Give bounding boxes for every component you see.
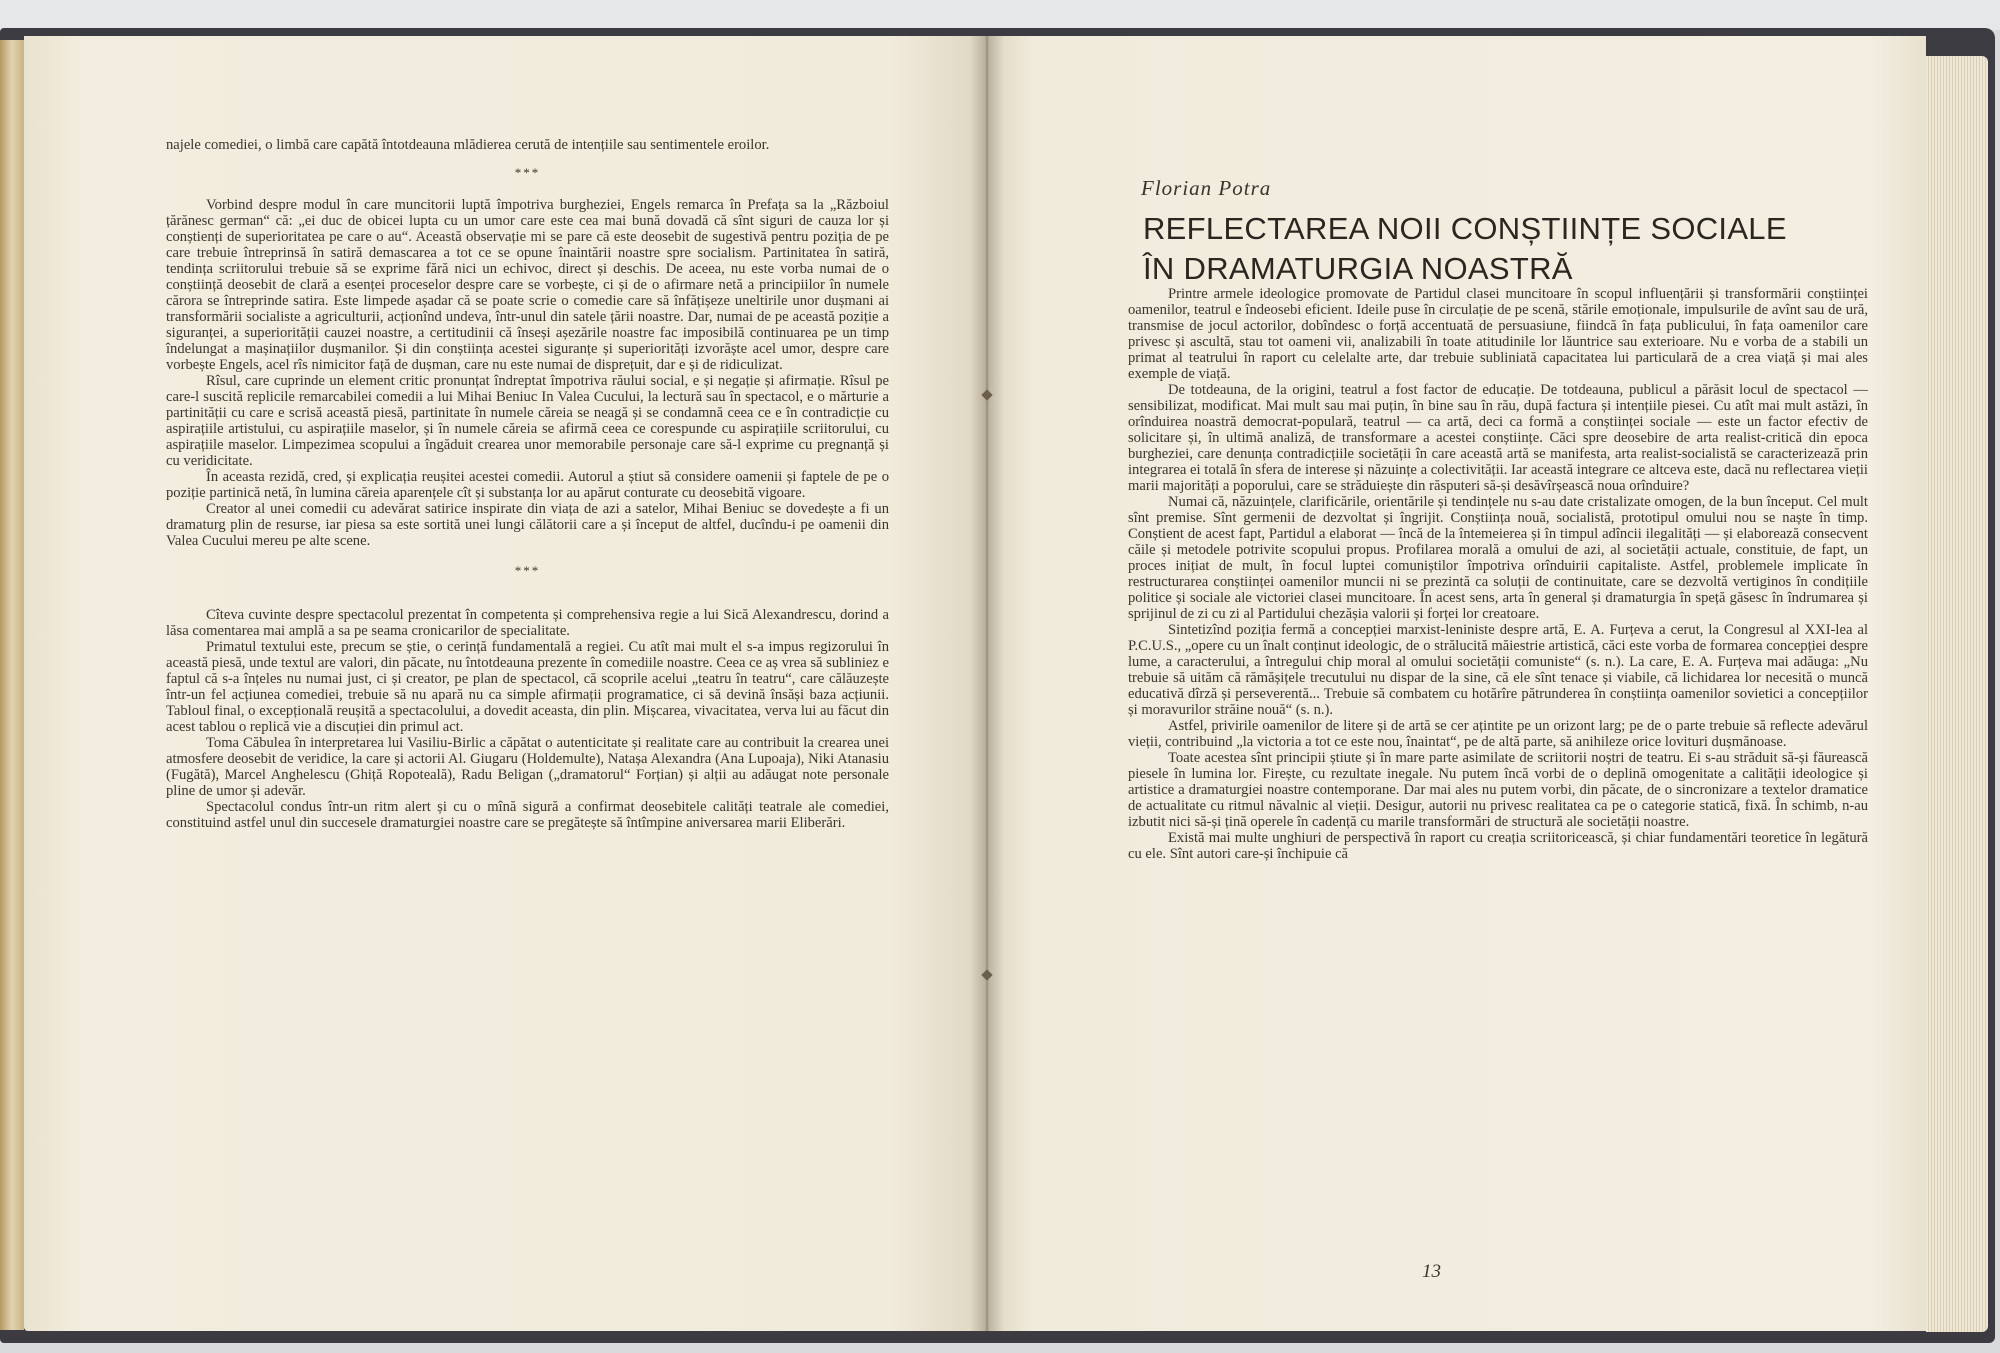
article-title (1143, 209, 1863, 289)
paragraph: Vorbind despre modul în care muncitorii luptă împotriva burgheziei, Engels remarca în Prefața sa la „Războiul țărănesc german“ că: „ei duc de obicei lupta cu un umor care este cea mai bună dovadă că sînt siguri de cauza lor și conștienți de superioritatea pe care o au“. Această observație mi se pare că este deosebit de sugestivă pentru poziția de pe care trebuie întreprinsă în satiră demascarea a tot ce se opune înaintării noastre spre socialism. Partinitatea în satiră, tendința scriitorului trebuie să se exprime fără nici un echivoc, direct și deschis. De aceea, nu este vorba numai de o conștiință deosebit de clară a esenței proceselor despre care se vorbește, ci și de o afirmare netă a principiilor în numele cărora se întreprinde satira. Este limpede așadar că se poate scrie o comedie care să înfățișeze uneltirile unor dușmani ai transformării socialiste a agriculturii, acționînd undeva, într-unul din satele țării noastre. Dar, numai de pe această poziție a siguranței, a superiorității cauzei noastre, a certitudinii că înseși așezările noastre fac imposibilă continuarea pe un timp îndelungat a mașinațiilor dușmanilor. Și din conștiința acestei siguranțe și superiorități izvorăște acel umor, despre care vorbește Engels, acel rîs nimicitor față de dușman, care nu este numai de disprețuit, dar e și de ridiculizat. (166, 197, 889, 373)
paragraph: În aceasta rezidă, cred, și explicația reușitei acestei comedii. Autorul a știut să considere oamenii și faptele de pe o poziție partinică netă, în lumina căreia aparențele cît și substanța lor au apărut conturate cu deosebită vigoare. (166, 469, 889, 501)
paragraph: najele comediei, o limbă care capătă întotdeauna mlădierea cerută de intențiile sau sentimentele eroilor. (166, 137, 770, 153)
paragraph: Toate acestea sînt principii știute și în mare parte asimilate de scriitorii noștri de teatru. Ei s-au străduit să-și făurească piesele în lumina lor. Firește, cu rezultate inegale. Nu putem încă vorbi de o deplină omogenitate a calității ideologice și artistice a dramaturgiei noastre contemporane. Dar mai ales nu putem vorbi, din păcate, de o sincronizare a textelor dramatice de actualitate cu ritmul năvalnic al vieții. Desigur, autorii nu privesc realitatea ca pe o categorie statică, fixă. În schimb, n-au izbutit nici să-și țină operele în cadență cu marile transformări de structură ale societății noastre. (1128, 750, 1868, 830)
paragraph: Există mai multe unghiuri de perspectivă în raport cu creația scriitoricească, și chiar fundamentări teoretice în legătură cu ele. Sînt autori care-și închipuie că (1128, 830, 1868, 862)
paragraph: Astfel, privirile oamenilor de litere și de artă se cer ațintite pe un orizont larg; pe de o parte trebuie să reflecte adevărul vieții, contribuind „la victoria a tot ce este nou, înaintat“, pe de altă parte, să anihileze orice lovituri dușmănoase. (1128, 718, 1868, 750)
paragraph: Creator al unei comedii cu adevărat satirice inspirate din viața de azi a satelor, Mihai Beniuc se dovedește a fi un dramaturg plin de resurse, iar piesa sa este sortită unei lungi călătorii care a și început de altfel, ducîndu-i pe oamenii din Valea Cucului mereu pe alte scene. (166, 501, 889, 549)
article-title-line: REFLECTAREA NOII CONȘTIINȚE SOCIALE (1143, 211, 1787, 246)
paragraph: Printre armele ideologice promovate de Partidul clasei muncitoare în scopul influențării și transformării conștiinței oamenilor, teatrul e îndeosebi eficient. Ideile puse în circulație de pe scenă, stările emoționale, impulsurile de avînt sau de ură, transmise de jocul actorilor, dobîndesc o forță accentuată de persuasiune, fiindcă în fața publicului, în fața oamenilor care privesc și ascultă, stau tot oameni vii, analizabili în toate atitudinile lor lăuntrice sau exterioare. Nu e vorba de a stabili un primat al teatrului în raport cu celelalte arte, dar trebuie subliniată capacitatea lui particulară de a crea viață și mai ales exemple de viață. (1128, 286, 1868, 382)
paragraph: Cîteva cuvinte despre spectacolul prezentat în competenta și comprehensiva regie a lui Sică Alexandrescu, dorind a lăsa comentarea mai amplă a sa pe seama cronicarilor de specialitate. (166, 607, 889, 639)
page-number: 13 (1422, 1261, 1441, 1282)
book-gutter (970, 36, 1004, 1332)
book-page-edges-left (0, 40, 24, 1330)
article-title-line: ÎN DRAMATURGIA NOASTRĂ (1143, 251, 1573, 286)
book-page-edges-right (1926, 56, 1988, 1332)
paragraph: Numai că, năzuințele, clarificările, orientările și tendințele nu s-au date cristalizate omogen, de la bun început. Cel mult sînt premise. Sînt germenii de dezvoltat și îngrijit. Conștiința nouă, socialistă, prototipul omului nou se naște în timp. Conștient de acest fapt, Partidul a elaborat — încă de la întemeierea și în timpul adîncii ilegalități — și elaborează consecvent căile și metodele potrivite scopului propus. Profilarea morală a omului de azi, al societății actuale, constituie, de fapt, un proces inițiat de mult, în focul luptei comuniștilor împotriva orînduirii capitaliste. Astfel, problemele implicate în restructurarea conștiinței oamenilor muncii ni se prezintă ca soluții de continuitate, care se dezvoltă vertiginos în condițiile politice și sociale ale victoriei clasei muncitoare. În acest sens, arta în general și dramaturgia în speță găsesc în îndrumarea și sprijinul de zi cu zi al Partidului chezășia valorii și forței lor creatoare. (1128, 494, 1868, 622)
section-separator: *** (514, 563, 541, 578)
paragraph: De totdeauna, de la origini, teatrul a fost factor de educație. De totdeauna, publicul a părăsit locul de spectacol — sensibilizat, modificat. Mai mult sau mai puțin, în bine sau în rău, după factura și intențiile piesei. Cu atît mai mult astăzi, în orînduirea noastră democrat-populară, teatrul — ca artă, deci ca formă a conștiinței sociale — este un factor efectiv de solicitare și, în ultimă analiză, de transformare a acestei conștiințe. Căci spre deosebire de arta realist-critică din epoca burgheziei, care denunța contradicțiile societății în care această artă se manifesta, arta realist-socialistă se caracterizează prin integrarea ei totală în sfera de interese și năzuințe a colectivității. Iar această integrare ce altceva este, dacă nu reflectarea vieții marii majorități a poporului, care se străduiește din răsputeri să-și desăvîrșească noua orînduire? (1128, 382, 1868, 494)
paragraph: Sintetizînd poziția fermă a concepției marxist-leniniste despre artă, E. A. Furțeva a cerut, la Congresul al XXI-lea al P.C.U.S., „opere cu un înalt conținut ideologic, de o strălucită măiestrie artistică, căci este vorba de formarea concepției despre lume, a caracterului, a întregului chip moral al omului societății comuniste“ (s. n.). La care, E. A. Furțeva mai adăuga: „Nu trebuie să uităm că rămășițele trecutului nu dispar de la sine, că ele sînt tenace și viabile, că lichidarea lor necesită o muncă educativă dîrză și perseverentă... Trebuie să combatem cu hotărîre pătrunderea în conștiința oamenilor sovietici a concepțiilor și moravurilor străine nouă“ (s. n.). (1128, 622, 1868, 718)
paragraph: Primatul textului este, precum se știe, o cerință fundamentală a regiei. Cu atît mai mult el s-a impus regizorului în această piesă, unde textul are valori, din păcate, nu întotdeauna prezente în comediile noastre. Ceea ce aș vrea să subliniez e faptul că s-a înțeles nu numai just, ci și creator, pe plan de spectacol, că scoprile acelui „teatru în teatru“, care călăuzește într-un fel acțiunea comediei, trebuie să nu apară nu ca simple afirmații programatice, ci să devină însăși baza acțiunii. Tabloul final, o excepțională reușită a spectacolului, a dovedit aceasta, din plin. Mișcarea, vivacitatea, verva lui au făcut din acest tablou o replică vie a discuției din primul act. (166, 639, 889, 735)
paragraph: Toma Căbulea în interpretarea lui Vasiliu-Birlic a căpătat o autenticitate și realitate care au contribuit la crearea unei atmosfere deosebit de veridice, la care și actorii Al. Giugaru (Holdemulte), Natașa Alexandra (Ana Lupoaja), Niki Atanasiu (Fugătă), Marcel Anghelescu (Ghiță Ropoteală), Radu Beligan („dramatorul“ Forțian) și alții au adăugat note personale pline de umor și adevăr. (166, 735, 889, 799)
section-separator: *** (514, 165, 541, 180)
right-page-text (1128, 286, 1868, 862)
paragraph: Rîsul, care cuprinde un element critic pronunțat îndreptat împotriva răului social, e și negație și afirmație. Rîsul pe care-l suscită replicile remarcabilei comedii a lui Mihai Beniuc In Valea Cucului, la lectură sau în spectacol, e o mărturie a partinității cu care e scrisă această piesă, partinitate în numele căreia se neagă și se condamnă ceea ce e în contradicție cu aspirațiile artistului, cu aspirațiile maselor, și în numele căreia se afirmă ceea ce corespunde cu aspirațiile scriitorului, cu aspirațiile maselor. Limpezimea scopului a îngăduit crearea unor memorabile personaje care să-l exprime cu pregnanță și cu veridicitate. (166, 373, 889, 469)
background (0, 0, 2000, 30)
left-page-text (166, 137, 889, 831)
paragraph: Spectacolul condus într-un ritm alert și cu o mînă sigură a confirmat deosebitele calități teatrale ale comediei, constituind astfel unul din succesele dramaturgiei noastre care se pregătește să întîmpine aniversarea marii Eliberări. (166, 799, 889, 831)
article-author: Florian Potra (1141, 176, 1272, 200)
left-page (24, 36, 986, 1331)
open-book (24, 36, 1974, 1336)
